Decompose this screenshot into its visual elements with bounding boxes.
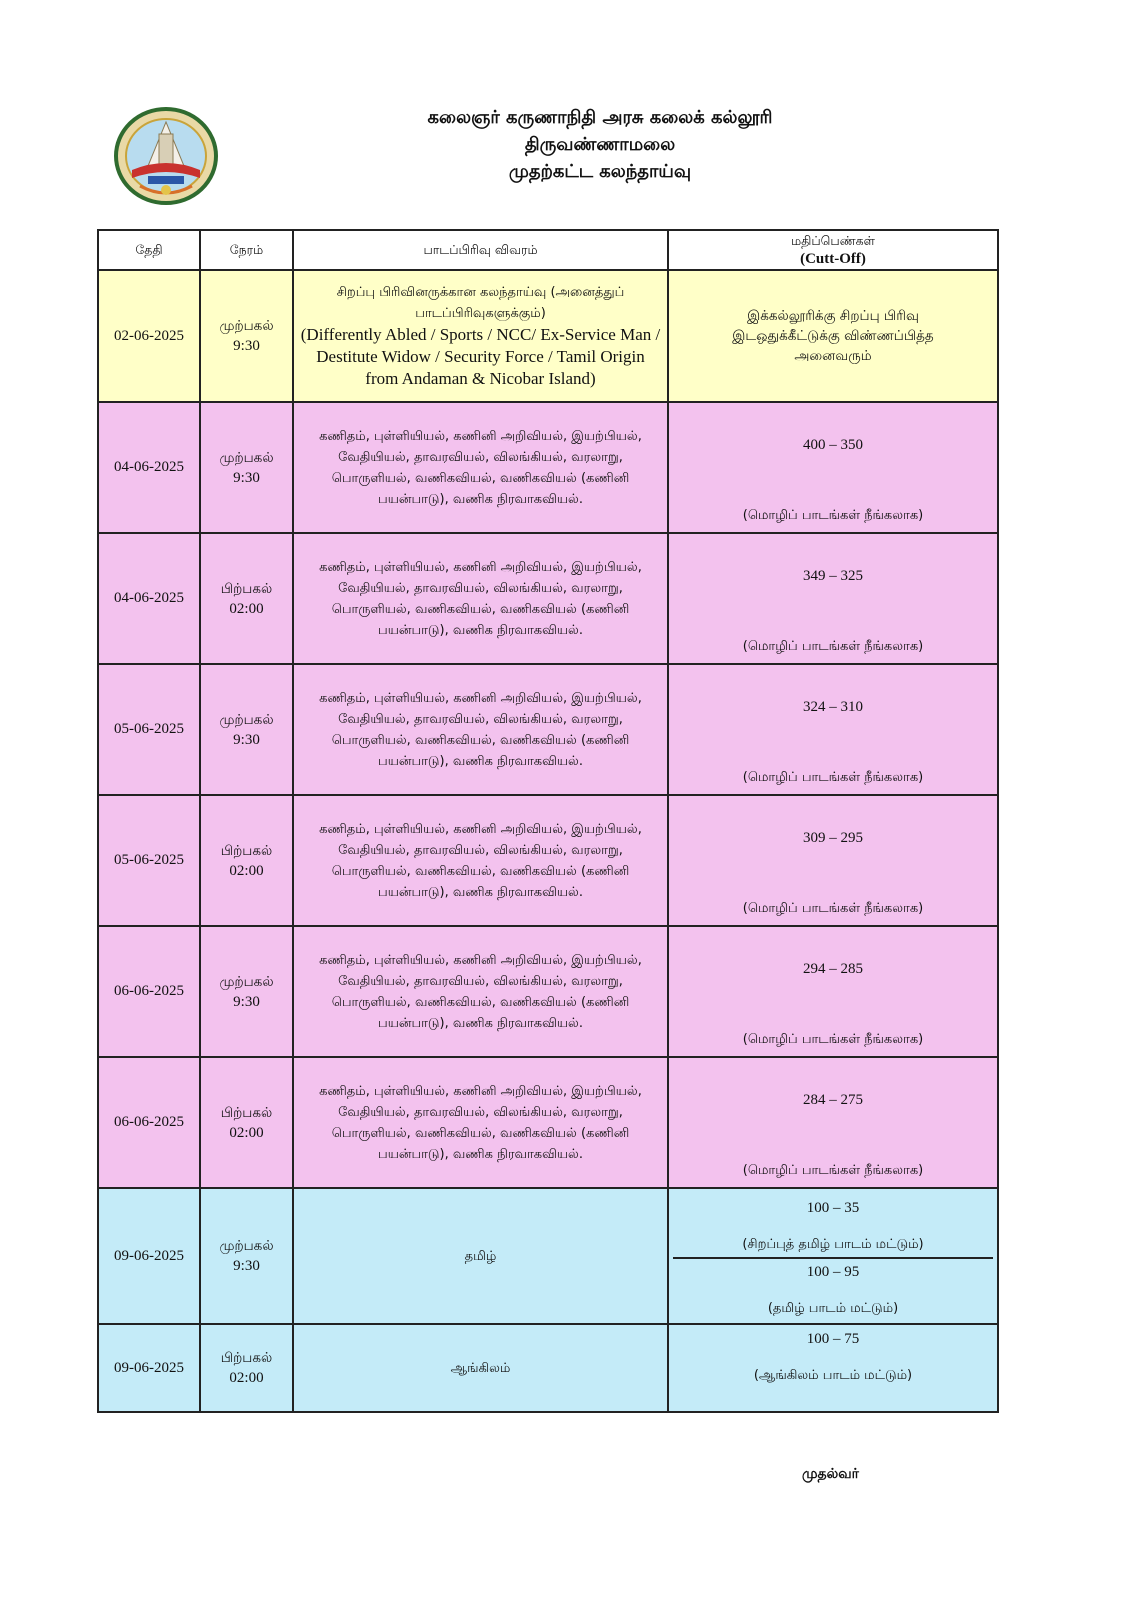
- college-name: கலைஞர் கருணாநிதி அரசு கலைக் கல்லூரி: [427, 107, 773, 128]
- document-subtitle: முதற்கட்ட கலந்தாய்வு: [508, 161, 692, 182]
- cutoff-range: 100 – 75: [806, 1331, 860, 1347]
- row-subject: கணிதம், புள்ளியியல், கணினி அறிவியல், இயற்பியல், வேதியியல், தாவரவியல், விலங்கியல், வரலாறு, பொருளியல், வணிகவியல், வணிகவியல் (கணினி பயன்பாடு), வணிக நிரவாகவியல்.: [293, 533, 668, 664]
- time-part: பிற்பகல்: [220, 1104, 273, 1121]
- table-row: [98, 270, 998, 402]
- row-cutoff: [668, 1057, 998, 1188]
- time-value: 9:30: [233, 1258, 260, 1274]
- row-cutoff: [668, 1188, 998, 1324]
- table-row: [98, 1324, 998, 1412]
- table-row: [98, 1057, 998, 1188]
- cutoff-header-tamil: மதிப்பெண்கள்: [791, 233, 875, 248]
- row-date: 09-06-2025: [98, 1324, 200, 1412]
- time-part: பிற்பகல்: [220, 842, 273, 859]
- principal-signature-label: முதல்வர்: [802, 1466, 859, 1482]
- cutoff-special-tamil: [673, 1195, 993, 1259]
- row-cutoff: [668, 795, 998, 926]
- time-value: 02:00: [229, 1370, 264, 1386]
- table-row: [98, 926, 998, 1057]
- cutoff-note: (மொழிப் பாடங்கள் நீங்கலாக): [742, 639, 924, 654]
- cutoff-note: (தமிழ் பாடம் மட்டும்): [767, 1301, 899, 1316]
- row-time: [200, 1057, 293, 1188]
- cutoff-range: 284 – 275: [803, 1092, 863, 1108]
- row-subject: கணிதம், புள்ளியியல், கணினி அறிவியல், இயற்பியல், வேதியியல், தாவரவியல், விலங்கியல், வரலாறு, பொருளியல், வணிகவியல், வணிகவியல் (கணினி பயன்பாடு), வணிக நிரவாகவியல்.: [293, 926, 668, 1057]
- cutoff-header-english: (Cutt-Off): [800, 251, 866, 267]
- row-cutoff: [668, 533, 998, 664]
- cutoff-range: 349 – 325: [803, 568, 863, 584]
- row-time: [200, 795, 293, 926]
- col-header-cutoff: [668, 230, 998, 270]
- col-header-time: நேரம்: [200, 230, 293, 270]
- cutoff-range: 294 – 285: [803, 961, 863, 977]
- time-part: முற்பகல்: [219, 1238, 274, 1254]
- row-subject: கணிதம், புள்ளியியல், கணினி அறிவியல், இயற்பியல், வேதியியல், தாவரவியல், விலங்கியல், வரலாறு, பொருளியல், வணிகவியல், வணிகவியல் (கணினி பயன்பாடு), வணிக நிரவாகவியல்.: [293, 1057, 668, 1188]
- cutoff-range: 100 – 35: [806, 1200, 860, 1216]
- row-time: [200, 533, 293, 664]
- row-time: [200, 1324, 293, 1412]
- time-value: 02:00: [229, 1124, 264, 1141]
- time-part: பிற்பகல்: [220, 1350, 273, 1366]
- time-part: முற்பகல்: [219, 973, 274, 990]
- row-cutoff: [668, 402, 998, 533]
- col-header-subject: பாடப்பிரிவு விவரம்: [293, 230, 668, 270]
- time-part: முற்பகல்: [219, 449, 274, 466]
- time-value: 9:30: [233, 469, 260, 486]
- cutoff-note: (சிறப்புத் தமிழ் பாடம் மட்டும்): [742, 1237, 924, 1252]
- counselling-schedule-table: [97, 229, 999, 1413]
- document-header: [260, 104, 940, 185]
- special-cutoff-text: இக்கல்லூரிக்கு சிறப்பு பிரிவு இடஒதுக்கீட்டுக்கு விண்ணப்பித்த அனைவரும்: [732, 308, 934, 364]
- time-value: 9:30: [233, 338, 260, 354]
- row-cutoff: [668, 926, 998, 1057]
- row-date: 04-06-2025: [98, 533, 200, 664]
- row-subject: ஆங்கிலம்: [293, 1324, 668, 1412]
- cutoff-range: 324 – 310: [803, 699, 863, 715]
- cutoff-range: 400 – 350: [803, 437, 863, 453]
- table-row: [98, 664, 998, 795]
- cutoff-note: (மொழிப் பாடங்கள் நீங்கலாக): [742, 770, 924, 785]
- row-date: 05-06-2025: [98, 795, 200, 926]
- row-subject: தமிழ்: [293, 1188, 668, 1324]
- table-header-row: [98, 230, 998, 270]
- row-subject: [293, 270, 668, 402]
- row-date: 02-06-2025: [98, 270, 200, 402]
- time-part: பிற்பகல்: [220, 580, 273, 597]
- special-subject-english: (Differently Abled / Sports / NCC/ Ex-Service Man / Destitute Widow / Security Force / Tamil Origin from Andaman & Nicobar Island): [300, 325, 661, 388]
- col-header-date: தேதி: [98, 230, 200, 270]
- time-value: 02:00: [229, 862, 264, 879]
- row-time: [200, 1188, 293, 1324]
- time-value: 9:30: [233, 731, 260, 748]
- cutoff-tamil: [673, 1259, 993, 1323]
- row-subject: கணிதம், புள்ளியியல், கணினி அறிவியல், இயற்பியல், வேதியியல், தாவரவியல், விலங்கியல், வரலாறு, பொருளியல், வணிகவியல், வணிகவியல் (கணினி பயன்பாடு), வணிக நிரவாகவியல்.: [293, 795, 668, 926]
- table-row: [98, 795, 998, 926]
- cutoff-range: 309 – 295: [803, 830, 863, 846]
- row-date: 04-06-2025: [98, 402, 200, 533]
- cutoff-note: (மொழிப் பாடங்கள் நீங்கலாக): [742, 508, 924, 523]
- cutoff-note: (மொழிப் பாடங்கள் நீங்கலாக): [742, 1163, 924, 1178]
- row-cutoff: [668, 664, 998, 795]
- row-time: [200, 926, 293, 1057]
- time-part: முற்பகல்: [219, 318, 274, 334]
- table-row: [98, 402, 998, 533]
- row-date: 06-06-2025: [98, 1057, 200, 1188]
- row-time: [200, 402, 293, 533]
- row-time: [200, 270, 293, 402]
- cutoff-note: (மொழிப் பாடங்கள் நீங்கலாக): [742, 1032, 924, 1047]
- time-part: முற்பகல்: [219, 711, 274, 728]
- row-subject: கணிதம், புள்ளியியல், கணினி அறிவியல், இயற்பியல், வேதியியல், தாவரவியல், விலங்கியல், வரலாறு, பொருளியல், வணிகவியல், வணிகவியல் (கணினி பயன்பாடு), வணிக நிரவாகவியல்.: [293, 664, 668, 795]
- row-cutoff: [668, 1324, 998, 1412]
- cutoff-note: (மொழிப் பாடங்கள் நீங்கலாக): [742, 901, 924, 916]
- college-emblem-icon: [110, 104, 222, 208]
- row-date: 06-06-2025: [98, 926, 200, 1057]
- table-row: [98, 1188, 998, 1324]
- row-subject: கணிதம், புள்ளியியல், கணினி அறிவியல், இயற்பியல், வேதியியல், தாவரவியல், விலங்கியல், வரலாறு, பொருளியல், வணிகவியல், வணிகவியல் (கணினி பயன்பாடு), வணிக நிரவாகவியல்.: [293, 402, 668, 533]
- college-city: திருவண்ணாமலை: [524, 134, 676, 155]
- table-row: [98, 533, 998, 664]
- time-value: 9:30: [233, 993, 260, 1010]
- time-value: 02:00: [229, 600, 264, 617]
- row-time: [200, 664, 293, 795]
- row-date: 09-06-2025: [98, 1188, 200, 1324]
- row-date: 05-06-2025: [98, 664, 200, 795]
- cutoff-range: 100 – 95: [806, 1264, 860, 1280]
- cutoff-note: (ஆங்கிலம் பாடம் மட்டும்): [753, 1368, 913, 1383]
- row-cutoff: [668, 270, 998, 402]
- special-subject-tamil: சிறப்பு பிரிவினருக்கான கலந்தாய்வு (அனைத்துப் பாடப்பிரிவுகளுக்கும்): [336, 285, 625, 321]
